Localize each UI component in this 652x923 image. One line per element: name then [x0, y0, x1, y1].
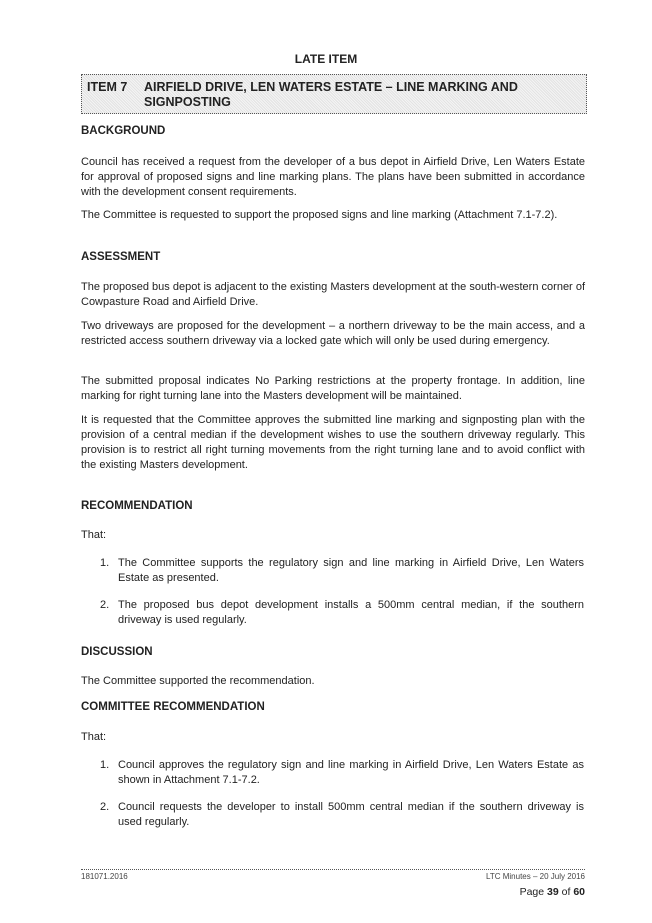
- list-number: 1.: [100, 557, 110, 569]
- item-number: ITEM 7: [87, 80, 128, 94]
- background-heading: BACKGROUND: [81, 125, 166, 137]
- recommendation-heading: RECOMMENDATION: [81, 500, 193, 512]
- assessment-paragraph-1: The proposed bus depot is adjacent to the existing Masters development at the south-western corner of Cowpasture Road and Airfield Drive.: [81, 281, 585, 308]
- page-number: [520, 886, 585, 898]
- list-text: Council requests the developer to install 500mm central median if the southern driveway is used regularly.: [118, 801, 584, 828]
- item-title: AIRFIELD DRIVE, LEN WATERS ESTATE – LINE MARKING AND SIGNPOSTING: [144, 80, 518, 109]
- item-title-box: [81, 74, 587, 114]
- list-number: 2.: [100, 801, 110, 813]
- current-page: 39: [547, 886, 559, 898]
- list-number: 1.: [100, 759, 110, 771]
- discussion-heading: DISCUSSION: [81, 646, 153, 658]
- of-label: of: [561, 886, 571, 898]
- late-item-label: LATE ITEM: [294, 52, 358, 66]
- list-text: The Committee supports the regulatory sign and line marking in Airfield Drive, Len Waters Estate as presented.: [118, 557, 584, 584]
- assessment-paragraph-2: Two driveways are proposed for the development – a northern driveway to be the main access, and a restricted access southern driveway via a locked gate which will only be used during emergency.: [81, 320, 585, 347]
- background-paragraph-2: The Committee is requested to support the proposed signs and line marking (Attachment 7.1-7.2).: [81, 209, 558, 221]
- footer-minutes-date: LTC Minutes – 20 July 2016: [485, 872, 585, 881]
- list-text: The proposed bus depot development installs a 500mm central median, if the southern driveway is used regularly.: [118, 599, 584, 626]
- footer-divider: [81, 869, 585, 870]
- page-label: Page: [519, 886, 545, 898]
- assessment-paragraph-4: It is requested that the Committee approves the submitted line marking and signposting plan with the provision of a central median if the development wishes to use the southern driveway regularly. This provision is to restrict all right turning movements from the right turning lane and to avoid conflict with the existing Masters development.: [81, 414, 585, 471]
- background-paragraph-1: Council has received a request from the developer of a bus depot in Airfield Drive, Len Waters Estate for approval of proposed signs and line marking plans. The plans have been submitted in accordance with the development consent requirements.: [81, 156, 585, 198]
- footer-reference: 181071.2016: [81, 872, 128, 881]
- committee-recommendation-heading: COMMITTEE RECOMMENDATION: [81, 701, 265, 713]
- total-pages: 60: [573, 886, 585, 898]
- list-number: 2.: [100, 599, 110, 611]
- committee-recommendation-that: That:: [81, 731, 107, 743]
- assessment-paragraph-3: The submitted proposal indicates No Parking restrictions at the property frontage. In addition, line marking for right turning lane into the Masters development will be maintained.: [81, 375, 585, 402]
- list-text: Council approves the regulatory sign and line marking in Airfield Drive, Len Waters Estate as shown in Attachment 7.1-7.2.: [118, 759, 584, 786]
- assessment-heading: ASSESSMENT: [81, 251, 161, 263]
- discussion-text: The Committee supported the recommendation.: [81, 675, 315, 687]
- recommendation-that: That:: [81, 529, 107, 541]
